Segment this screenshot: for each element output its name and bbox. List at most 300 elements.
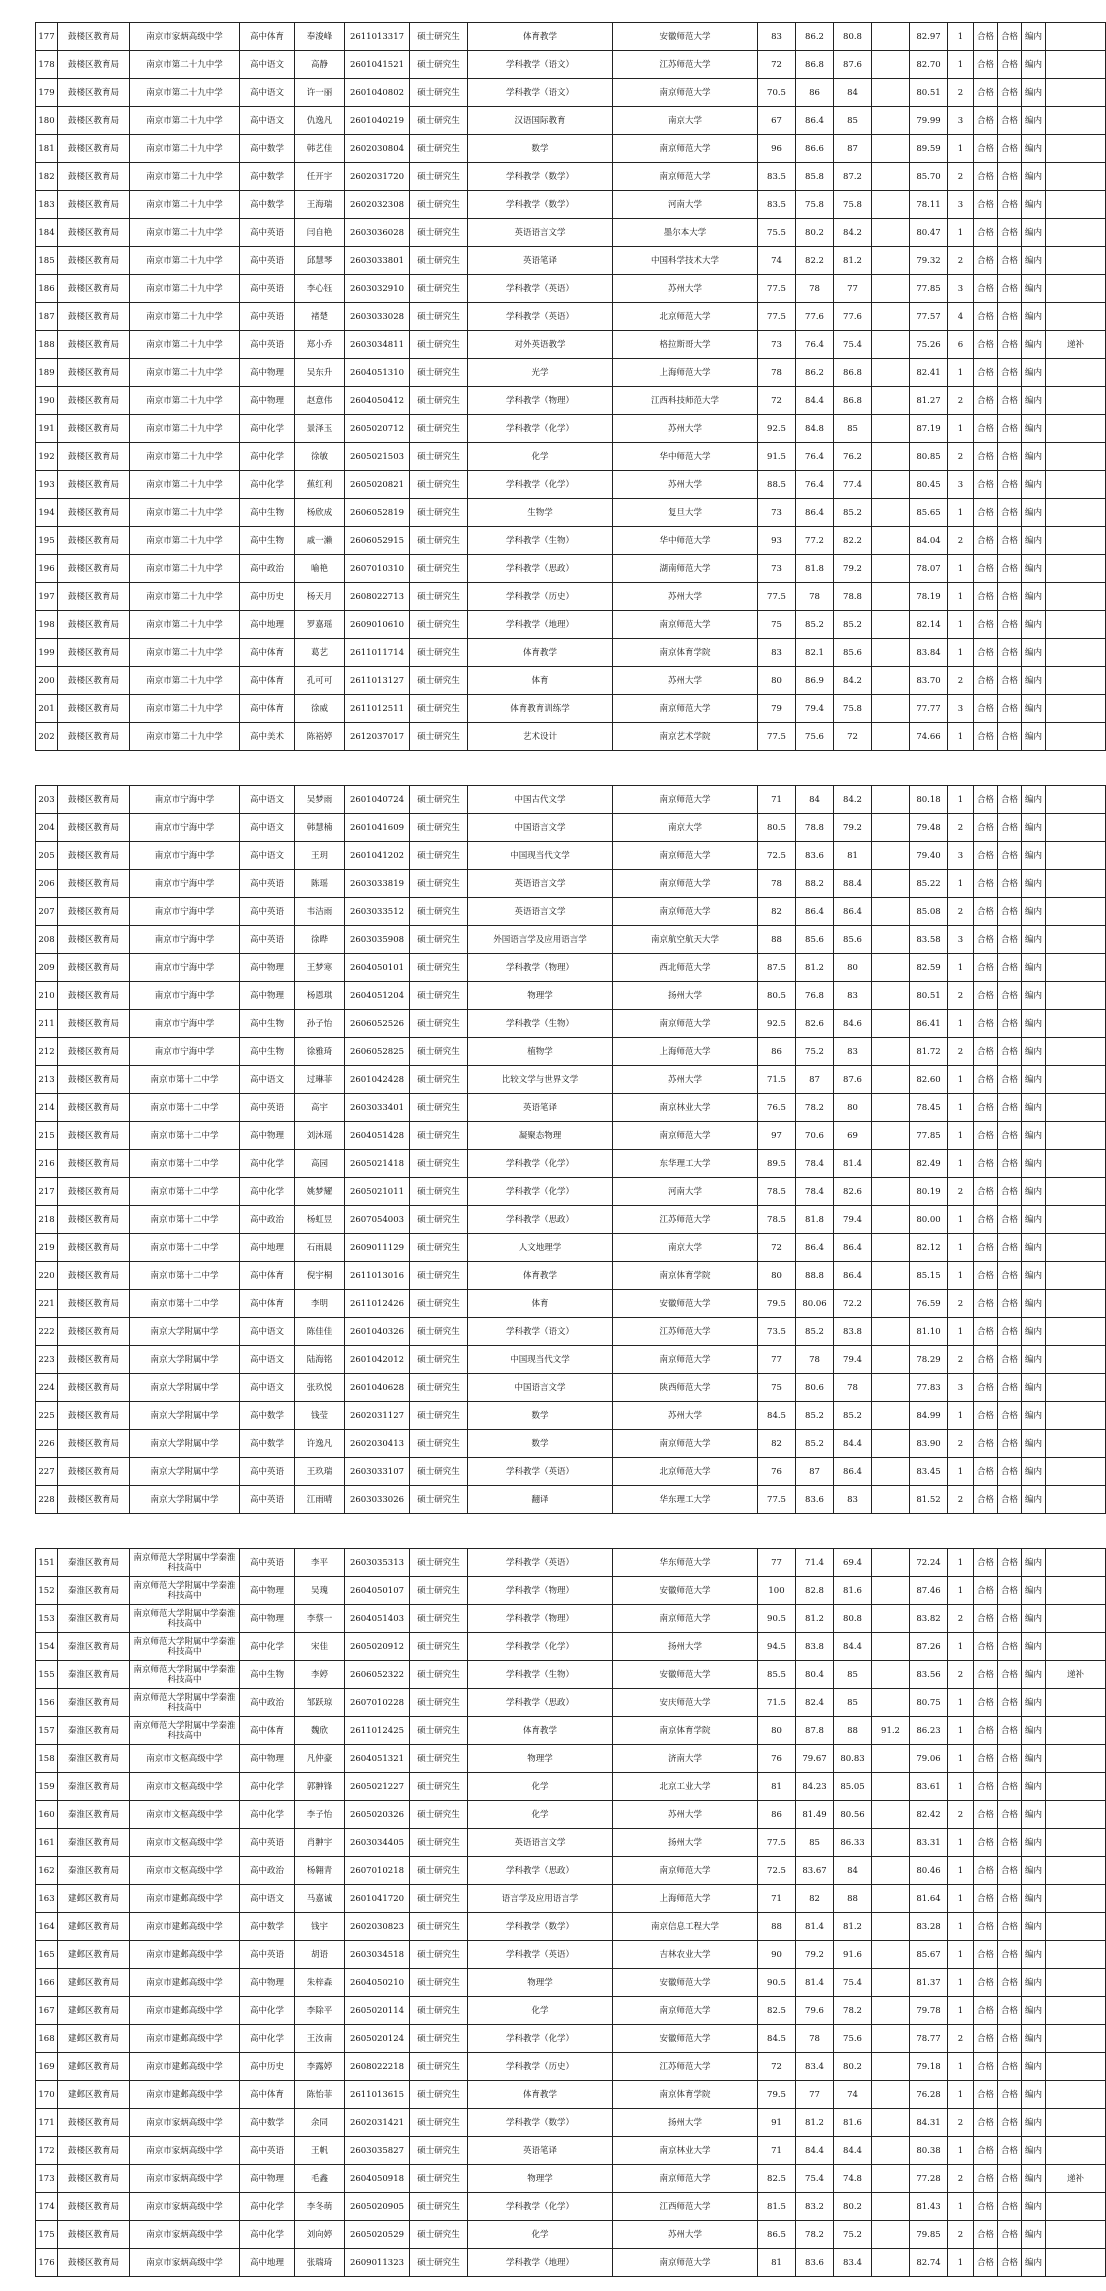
university-cell: 苏州大学 xyxy=(613,275,758,303)
position-cell: 高中物理 xyxy=(240,359,295,387)
inspection-cell: 合格 xyxy=(998,639,1022,667)
university-cell: 南京体育学院 xyxy=(613,1262,758,1290)
bureau-cell: 秦淮区教育局 xyxy=(58,1633,130,1661)
skill-score-cell xyxy=(872,2053,910,2081)
total-score-cell: 83.61 xyxy=(910,1773,948,1801)
position-cell: 高中数学 xyxy=(240,1430,295,1458)
name-cell: 郑小乔 xyxy=(295,331,345,359)
skill-score-cell xyxy=(872,1430,910,1458)
written-score-cell: 90 xyxy=(758,1941,796,1969)
note-cell xyxy=(1046,1801,1106,1829)
rank-cell: 1 xyxy=(948,1857,974,1885)
major-cell: 数学 xyxy=(468,135,613,163)
rank-cell: 1 xyxy=(948,415,974,443)
school-cell: 南京市建邺高级中学 xyxy=(130,2025,240,2053)
skill-score-cell xyxy=(872,135,910,163)
exam-id-cell: 2602031720 xyxy=(345,163,410,191)
major-cell: 外国语言学及应用语言学 xyxy=(468,926,613,954)
row-number-cell: 191 xyxy=(36,415,58,443)
university-cell: 南京师范大学 xyxy=(613,870,758,898)
total-score-cell: 82.49 xyxy=(910,1150,948,1178)
position-cell: 高中政治 xyxy=(240,1206,295,1234)
exam-id-cell: 2603033819 xyxy=(345,870,410,898)
major-cell: 中国语言文学 xyxy=(468,814,613,842)
school-cell: 南京市文枢高级中学 xyxy=(130,1857,240,1885)
interview-score-1-cell: 76.8 xyxy=(796,982,834,1010)
total-score-cell: 78.45 xyxy=(910,1094,948,1122)
interview-score-1-cell: 86.8 xyxy=(796,51,834,79)
note-cell xyxy=(1046,247,1106,275)
major-cell: 学科教学（化学） xyxy=(468,1150,613,1178)
written-score-cell: 72 xyxy=(758,51,796,79)
university-cell: 南京师范大学 xyxy=(613,898,758,926)
exam-id-cell: 2605020114 xyxy=(345,1997,410,2025)
interview-score-1-cell: 81.49 xyxy=(796,1801,834,1829)
note-cell xyxy=(1046,1318,1106,1346)
skill-score-cell xyxy=(872,1969,910,1997)
position-cell: 高中历史 xyxy=(240,2053,295,2081)
interview-score-2-cell: 83 xyxy=(834,982,872,1010)
staffing-cell: 编内 xyxy=(1022,163,1046,191)
major-cell: 学科教学（数学） xyxy=(468,191,613,219)
major-cell: 学科教学（英语） xyxy=(468,1458,613,1486)
degree-cell: 硕士研究生 xyxy=(410,1773,468,1801)
note-cell: 递补 xyxy=(1046,2165,1106,2193)
position-cell: 高中生物 xyxy=(240,1661,295,1689)
exam-id-cell: 2602030823 xyxy=(345,1913,410,1941)
staffing-cell: 编内 xyxy=(1022,814,1046,842)
degree-cell: 硕士研究生 xyxy=(410,2165,468,2193)
staffing-cell: 编内 xyxy=(1022,786,1046,814)
school-cell: 南京市第二十九中学 xyxy=(130,387,240,415)
note-cell xyxy=(1046,2221,1106,2249)
written-score-cell: 78.5 xyxy=(758,1178,796,1206)
exam-id-cell: 2611011714 xyxy=(345,639,410,667)
bureau-cell: 鼓楼区教育局 xyxy=(58,695,130,723)
school-cell: 南京市第二十九中学 xyxy=(130,135,240,163)
physical-check-cell: 合格 xyxy=(974,1829,998,1857)
staffing-cell: 编内 xyxy=(1022,1549,1046,1577)
staffing-cell: 编内 xyxy=(1022,275,1046,303)
major-cell: 学科教学（思政） xyxy=(468,1689,613,1717)
written-score-cell: 86.5 xyxy=(758,2221,796,2249)
interview-score-2-cell: 81.4 xyxy=(834,1150,872,1178)
note-cell xyxy=(1046,842,1106,870)
bureau-cell: 鼓楼区教育局 xyxy=(58,2137,130,2165)
position-cell: 高中英语 xyxy=(240,1829,295,1857)
university-cell: 南京师范大学 xyxy=(613,695,758,723)
name-cell: 徐威 xyxy=(295,695,345,723)
exam-id-cell: 2611012425 xyxy=(345,1717,410,1745)
position-cell: 高中政治 xyxy=(240,1857,295,1885)
degree-cell: 硕士研究生 xyxy=(410,954,468,982)
interview-score-1-cell: 85 xyxy=(796,1829,834,1857)
school-cell: 南京市宁海中学 xyxy=(130,954,240,982)
interview-score-1-cell: 83.6 xyxy=(796,2249,834,2277)
bureau-cell: 秦淮区教育局 xyxy=(58,1745,130,1773)
university-cell: 苏州大学 xyxy=(613,1066,758,1094)
name-cell: 陈佳佳 xyxy=(295,1318,345,1346)
interview-score-2-cell: 87.6 xyxy=(834,51,872,79)
total-score-cell: 79.78 xyxy=(910,1997,948,2025)
staffing-cell: 编内 xyxy=(1022,639,1046,667)
row-number-cell: 151 xyxy=(36,1549,58,1577)
rank-cell: 2 xyxy=(948,667,974,695)
school-cell: 南京大学附属中学 xyxy=(130,1346,240,1374)
degree-cell: 硕士研究生 xyxy=(410,135,468,163)
total-score-cell: 77.77 xyxy=(910,695,948,723)
university-cell: 南京师范大学 xyxy=(613,1857,758,1885)
total-score-cell: 83.90 xyxy=(910,1430,948,1458)
school-cell: 南京市文枢高级中学 xyxy=(130,1801,240,1829)
position-cell: 高中英语 xyxy=(240,898,295,926)
skill-score-cell xyxy=(872,1234,910,1262)
row-number-cell: 189 xyxy=(36,359,58,387)
row-number-cell: 170 xyxy=(36,2081,58,2109)
bureau-cell: 鼓楼区教育局 xyxy=(58,1262,130,1290)
skill-score-cell xyxy=(872,1066,910,1094)
note-cell xyxy=(1046,2193,1106,2221)
staffing-cell: 编内 xyxy=(1022,1402,1046,1430)
position-cell: 高中生物 xyxy=(240,1038,295,1066)
total-score-cell: 80.38 xyxy=(910,2137,948,2165)
staffing-cell: 编内 xyxy=(1022,1801,1046,1829)
table-row xyxy=(36,1122,1106,1150)
skill-score-cell xyxy=(872,982,910,1010)
bureau-cell: 建邺区教育局 xyxy=(58,1997,130,2025)
rank-cell: 1 xyxy=(948,954,974,982)
row-number-cell: 166 xyxy=(36,1969,58,1997)
interview-score-1-cell: 85.2 xyxy=(796,1402,834,1430)
row-number-cell: 222 xyxy=(36,1318,58,1346)
name-cell: 赵意伟 xyxy=(295,387,345,415)
rank-cell: 1 xyxy=(948,1829,974,1857)
degree-cell: 硕士研究生 xyxy=(410,1010,468,1038)
degree-cell: 硕士研究生 xyxy=(410,1913,468,1941)
university-cell: 南京师范大学 xyxy=(613,1430,758,1458)
row-number-cell: 152 xyxy=(36,1577,58,1605)
exam-id-cell: 2603034518 xyxy=(345,1941,410,1969)
physical-check-cell: 合格 xyxy=(974,1969,998,1997)
note-cell xyxy=(1046,1010,1106,1038)
interview-score-2-cell: 80.8 xyxy=(834,23,872,51)
inspection-cell: 合格 xyxy=(998,219,1022,247)
rank-cell: 1 xyxy=(948,1402,974,1430)
row-number-cell: 204 xyxy=(36,814,58,842)
major-cell: 凝聚态物理 xyxy=(468,1122,613,1150)
row-number-cell: 155 xyxy=(36,1661,58,1689)
skill-score-cell xyxy=(872,1885,910,1913)
skill-score-cell xyxy=(872,1913,910,1941)
note-cell xyxy=(1046,1969,1106,1997)
note-cell xyxy=(1046,499,1106,527)
row-number-cell: 158 xyxy=(36,1745,58,1773)
inspection-cell: 合格 xyxy=(998,471,1022,499)
major-cell: 学科教学（数学） xyxy=(468,2109,613,2137)
inspection-cell: 合格 xyxy=(998,842,1022,870)
total-score-cell: 78.77 xyxy=(910,2025,948,2053)
row-number-cell: 212 xyxy=(36,1038,58,1066)
skill-score-cell xyxy=(872,247,910,275)
total-score-cell: 79.18 xyxy=(910,2053,948,2081)
note-cell xyxy=(1046,415,1106,443)
skill-score-cell: 91.2 xyxy=(872,1717,910,1745)
interview-score-2-cell: 84.2 xyxy=(834,219,872,247)
total-score-cell: 79.99 xyxy=(910,107,948,135)
total-score-cell: 78.29 xyxy=(910,1346,948,1374)
inspection-cell: 合格 xyxy=(998,583,1022,611)
note-cell xyxy=(1046,1745,1106,1773)
exam-id-cell: 2603032910 xyxy=(345,275,410,303)
rank-cell: 3 xyxy=(948,842,974,870)
skill-score-cell xyxy=(872,1689,910,1717)
written-score-cell: 71 xyxy=(758,1885,796,1913)
result-table xyxy=(35,22,1106,751)
skill-score-cell xyxy=(872,1262,910,1290)
interview-score-1-cell: 75.4 xyxy=(796,2165,834,2193)
school-cell: 南京市文枢高级中学 xyxy=(130,1773,240,1801)
interview-score-1-cell: 79.67 xyxy=(796,1745,834,1773)
inspection-cell: 合格 xyxy=(998,443,1022,471)
interview-score-2-cell: 69.4 xyxy=(834,1549,872,1577)
major-cell: 物理学 xyxy=(468,1745,613,1773)
university-cell: 南京师范大学 xyxy=(613,1122,758,1150)
skill-score-cell xyxy=(872,611,910,639)
written-score-cell: 73 xyxy=(758,499,796,527)
interview-score-2-cell: 86.4 xyxy=(834,1234,872,1262)
row-number-cell: 206 xyxy=(36,870,58,898)
interview-score-2-cell: 87 xyxy=(834,135,872,163)
total-score-cell: 72.24 xyxy=(910,1549,948,1577)
interview-score-2-cell: 78 xyxy=(834,1374,872,1402)
row-number-cell: 200 xyxy=(36,667,58,695)
staffing-cell: 编内 xyxy=(1022,1290,1046,1318)
note-cell xyxy=(1046,1206,1106,1234)
major-cell: 学科教学（语文） xyxy=(468,1318,613,1346)
inspection-cell: 合格 xyxy=(998,1633,1022,1661)
interview-score-2-cell: 84 xyxy=(834,79,872,107)
school-cell: 南京市建邺高级中学 xyxy=(130,1997,240,2025)
row-number-cell: 196 xyxy=(36,555,58,583)
major-cell: 学科教学（思政） xyxy=(468,1206,613,1234)
table-row xyxy=(36,898,1106,926)
interview-score-2-cell: 80.2 xyxy=(834,2053,872,2081)
inspection-cell: 合格 xyxy=(998,359,1022,387)
university-cell: 墨尔本大学 xyxy=(613,219,758,247)
skill-score-cell xyxy=(872,1829,910,1857)
exam-id-cell: 2603033801 xyxy=(345,247,410,275)
position-cell: 高中体育 xyxy=(240,695,295,723)
exam-id-cell: 2603035827 xyxy=(345,2137,410,2165)
exam-id-cell: 2603036028 xyxy=(345,219,410,247)
name-cell: 奉浚峰 xyxy=(295,23,345,51)
university-cell: 苏州大学 xyxy=(613,2221,758,2249)
inspection-cell: 合格 xyxy=(998,1829,1022,1857)
row-number-cell: 190 xyxy=(36,387,58,415)
skill-score-cell xyxy=(872,275,910,303)
rank-cell: 2 xyxy=(948,982,974,1010)
table-row xyxy=(36,2053,1106,2081)
written-score-cell: 80.5 xyxy=(758,982,796,1010)
interview-score-2-cell: 79.2 xyxy=(834,814,872,842)
position-cell: 高中语文 xyxy=(240,1346,295,1374)
written-score-cell: 79.5 xyxy=(758,1290,796,1318)
interview-score-2-cell: 88 xyxy=(834,1717,872,1745)
note-cell xyxy=(1046,1346,1106,1374)
degree-cell: 硕士研究生 xyxy=(410,2193,468,2221)
school-cell: 南京大学附属中学 xyxy=(130,1430,240,1458)
physical-check-cell: 合格 xyxy=(974,2137,998,2165)
degree-cell: 硕士研究生 xyxy=(410,1745,468,1773)
row-number-cell: 223 xyxy=(36,1346,58,1374)
position-cell: 高中生物 xyxy=(240,1010,295,1038)
staffing-cell: 编内 xyxy=(1022,471,1046,499)
degree-cell: 硕士研究生 xyxy=(410,163,468,191)
note-cell xyxy=(1046,814,1106,842)
name-cell: 宋佳 xyxy=(295,1633,345,1661)
degree-cell: 硕士研究生 xyxy=(410,303,468,331)
staffing-cell: 编内 xyxy=(1022,1122,1046,1150)
physical-check-cell: 合格 xyxy=(974,723,998,751)
exam-id-cell: 2605020912 xyxy=(345,1633,410,1661)
result-table xyxy=(35,1548,1106,2277)
physical-check-cell: 合格 xyxy=(974,982,998,1010)
note-cell xyxy=(1046,2081,1106,2109)
name-cell: 杨天月 xyxy=(295,583,345,611)
major-cell: 翻译 xyxy=(468,1486,613,1514)
school-cell: 南京市第十二中学 xyxy=(130,1178,240,1206)
skill-score-cell xyxy=(872,191,910,219)
name-cell: 吴瑰 xyxy=(295,1577,345,1605)
total-score-cell: 83.31 xyxy=(910,1829,948,1857)
name-cell: 李除平 xyxy=(295,1997,345,2025)
table-row xyxy=(36,1913,1106,1941)
interview-score-1-cell: 85.8 xyxy=(796,163,834,191)
interview-score-1-cell: 77.2 xyxy=(796,527,834,555)
exam-id-cell: 2609010610 xyxy=(345,611,410,639)
rank-cell: 1 xyxy=(948,1094,974,1122)
staffing-cell: 编内 xyxy=(1022,1234,1046,1262)
interview-score-1-cell: 86.4 xyxy=(796,107,834,135)
physical-check-cell: 合格 xyxy=(974,1885,998,1913)
school-cell: 南京市第二十九中学 xyxy=(130,527,240,555)
rank-cell: 2 xyxy=(948,2165,974,2193)
exam-id-cell: 2604050412 xyxy=(345,387,410,415)
row-number-cell: 184 xyxy=(36,219,58,247)
table-row xyxy=(36,499,1106,527)
table-row xyxy=(36,107,1106,135)
university-cell: 复旦大学 xyxy=(613,499,758,527)
row-number-cell: 160 xyxy=(36,1801,58,1829)
physical-check-cell: 合格 xyxy=(974,1234,998,1262)
school-cell: 南京市第十二中学 xyxy=(130,1206,240,1234)
written-score-cell: 84.5 xyxy=(758,2025,796,2053)
staffing-cell: 编内 xyxy=(1022,1486,1046,1514)
university-cell: 南京师范大学 xyxy=(613,1605,758,1633)
major-cell: 学科教学（物理） xyxy=(468,1605,613,1633)
table-row xyxy=(36,1010,1106,1038)
interview-score-1-cell: 76.4 xyxy=(796,331,834,359)
physical-check-cell: 合格 xyxy=(974,1997,998,2025)
university-cell: 华中师范大学 xyxy=(613,443,758,471)
note-cell xyxy=(1046,1234,1106,1262)
name-cell: 徐雅琦 xyxy=(295,1038,345,1066)
physical-check-cell: 合格 xyxy=(974,695,998,723)
bureau-cell: 鼓楼区教育局 xyxy=(58,415,130,443)
interview-score-1-cell: 78.8 xyxy=(796,814,834,842)
exam-id-cell: 2604051310 xyxy=(345,359,410,387)
note-cell xyxy=(1046,583,1106,611)
table-row xyxy=(36,667,1106,695)
name-cell: 邹跃琼 xyxy=(295,1689,345,1717)
note-cell xyxy=(1046,870,1106,898)
position-cell: 高中数学 xyxy=(240,1913,295,1941)
staffing-cell: 编内 xyxy=(1022,1010,1046,1038)
school-cell: 南京市第二十九中学 xyxy=(130,51,240,79)
bureau-cell: 秦淮区教育局 xyxy=(58,1689,130,1717)
interview-score-1-cell: 84.8 xyxy=(796,415,834,443)
university-cell: 苏州大学 xyxy=(613,1801,758,1829)
school-cell: 南京师范大学附属中学秦淮科技高中 xyxy=(130,1633,240,1661)
staffing-cell: 编内 xyxy=(1022,1430,1046,1458)
staffing-cell: 编内 xyxy=(1022,1941,1046,1969)
school-cell: 南京市家炳高级中学 xyxy=(130,2165,240,2193)
staffing-cell: 编内 xyxy=(1022,1038,1046,1066)
row-number-cell: 180 xyxy=(36,107,58,135)
row-number-cell: 210 xyxy=(36,982,58,1010)
rank-cell: 3 xyxy=(948,471,974,499)
bureau-cell: 鼓楼区教育局 xyxy=(58,23,130,51)
school-cell: 南京市第二十九中学 xyxy=(130,79,240,107)
staffing-cell: 编内 xyxy=(1022,898,1046,926)
written-score-cell: 77.5 xyxy=(758,1829,796,1857)
inspection-cell: 合格 xyxy=(998,499,1022,527)
row-number-cell: 156 xyxy=(36,1689,58,1717)
name-cell: 李蔡一 xyxy=(295,1605,345,1633)
inspection-cell: 合格 xyxy=(998,1094,1022,1122)
total-score-cell: 85.15 xyxy=(910,1262,948,1290)
physical-check-cell: 合格 xyxy=(974,1374,998,1402)
interview-score-2-cell: 85 xyxy=(834,1661,872,1689)
name-cell: 李婷 xyxy=(295,1661,345,1689)
rank-cell: 3 xyxy=(948,191,974,219)
degree-cell: 硕士研究生 xyxy=(410,1374,468,1402)
name-cell: 戚一濑 xyxy=(295,527,345,555)
row-number-cell: 224 xyxy=(36,1374,58,1402)
bureau-cell: 鼓楼区教育局 xyxy=(58,499,130,527)
degree-cell: 硕士研究生 xyxy=(410,1633,468,1661)
staffing-cell: 编内 xyxy=(1022,2137,1046,2165)
university-cell: 安徽师范大学 xyxy=(613,2025,758,2053)
staffing-cell: 编内 xyxy=(1022,1829,1046,1857)
name-cell: 高宇 xyxy=(295,1094,345,1122)
inspection-cell: 合格 xyxy=(998,954,1022,982)
interview-score-2-cell: 83 xyxy=(834,1038,872,1066)
total-score-cell: 80.51 xyxy=(910,79,948,107)
name-cell: 闫自艳 xyxy=(295,219,345,247)
inspection-cell: 合格 xyxy=(998,1206,1022,1234)
school-cell: 南京大学附属中学 xyxy=(130,1458,240,1486)
row-number-cell: 163 xyxy=(36,1885,58,1913)
skill-score-cell xyxy=(872,870,910,898)
interview-score-1-cell: 78.4 xyxy=(796,1150,834,1178)
interview-score-1-cell: 81.2 xyxy=(796,2109,834,2137)
major-cell: 生物学 xyxy=(468,499,613,527)
note-cell xyxy=(1046,1262,1106,1290)
major-cell: 化学 xyxy=(468,1773,613,1801)
rank-cell: 2 xyxy=(948,527,974,555)
table-body xyxy=(36,23,1106,751)
